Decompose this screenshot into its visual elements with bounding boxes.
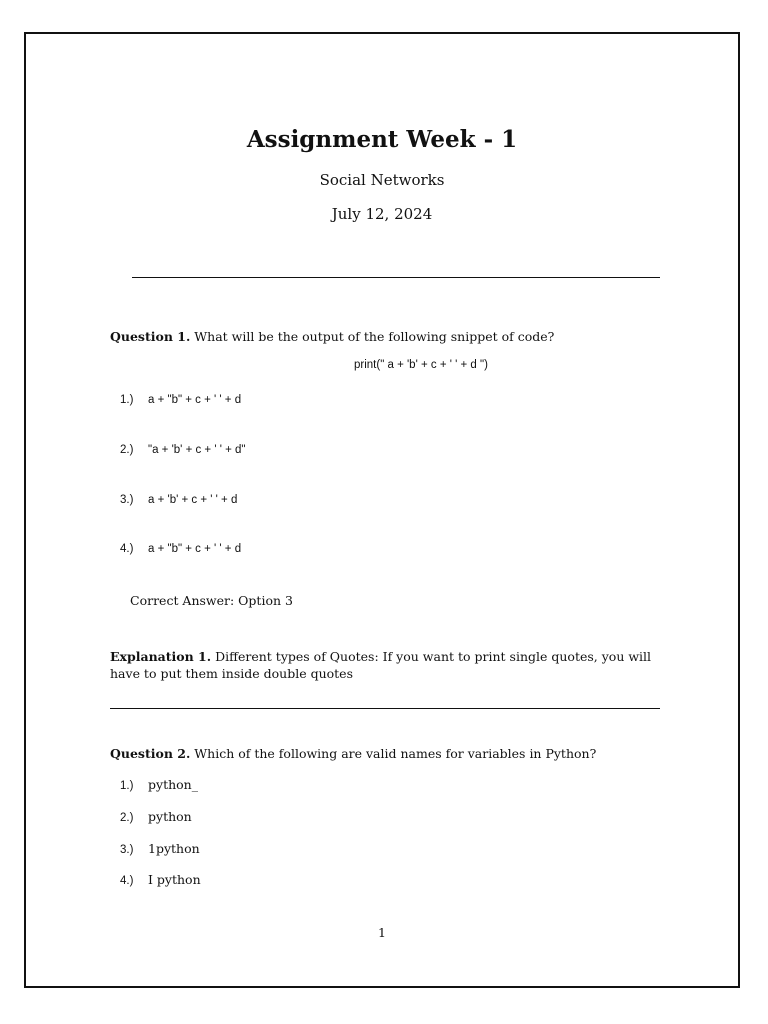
q2-option-4	[120, 872, 201, 887]
q2-option-1	[120, 777, 198, 792]
q2-option-2-text: python	[148, 809, 192, 824]
q2-option-4-number: 4.)	[120, 875, 134, 887]
q2-option-2	[120, 809, 192, 824]
q2-option-3-text: 1python	[148, 841, 200, 856]
section-divider	[110, 708, 660, 709]
q1-option-2-number: 2.)	[120, 444, 134, 456]
document-subtitle: Social Networks	[319, 171, 445, 189]
explanation-1-text: Different types of Quotes: If you want to print single quotes, you will have to put them inside double quotes	[110, 649, 652, 681]
q1-option-3-number: 3.)	[120, 494, 134, 506]
document-page	[24, 32, 740, 988]
q1-option-1-text: a + "b" + c + ' ' + d	[148, 394, 242, 406]
q1-option-4-number: 4.)	[120, 543, 134, 555]
page-number: 1	[378, 925, 386, 940]
q1-option-3	[120, 494, 237, 506]
document-title: Assignment Week - 1	[246, 126, 518, 153]
q2-option-3-number: 3.)	[120, 844, 134, 856]
q1-option-3-text: a + 'b' + c + ' ' + d	[148, 494, 238, 506]
question-2	[110, 746, 596, 761]
q2-option-2-number: 2.)	[120, 812, 134, 824]
q1-option-1	[120, 394, 241, 406]
question-1	[110, 329, 554, 344]
correct-answer: Correct Answer: Option 3	[130, 593, 293, 608]
header-divider	[132, 277, 660, 278]
q1-option-2-text: "a + 'b' + c + ' ' + d"	[148, 444, 246, 456]
q2-option-1-number: 1.)	[120, 780, 134, 792]
question-2-label: Question 2.	[110, 746, 191, 761]
question-1-label: Question 1.	[110, 329, 191, 344]
q2-option-1-text: python_	[148, 777, 198, 792]
q1-option-4-text: a + "b" + c + ' ' + d	[148, 543, 242, 555]
question-1-text: What will be the output of the following snippet of code?	[190, 329, 555, 344]
question-2-text: Which of the following are valid names for variables in Python?	[190, 746, 597, 761]
document-date: July 12, 2024	[331, 205, 433, 223]
q1-option-1-number: 1.)	[120, 394, 134, 406]
explanation-1	[110, 648, 662, 682]
q2-option-3	[120, 841, 200, 856]
q1-option-2	[120, 444, 246, 456]
code-snippet: print(" a + 'b' + c + ' ' + d ")	[354, 359, 488, 371]
explanation-1-label: Explanation 1.	[110, 649, 212, 664]
q2-option-4-text: I python	[148, 872, 201, 887]
q1-option-4	[120, 543, 241, 555]
